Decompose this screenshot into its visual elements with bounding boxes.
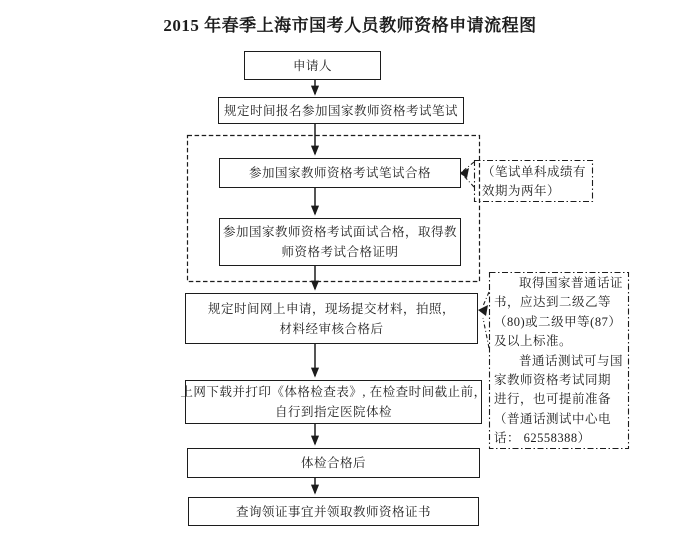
flow-box-applicant [244,51,381,80]
callout-arrowhead-putonghua [478,305,488,316]
flow-box-get-certificate [188,497,479,526]
page-title: 2015 年春季上海市国考人员教师资格申请流程图 [163,16,537,35]
flow-box-application-line2: 材料经审核合格后 [279,321,384,336]
annotation-written-validity [474,160,592,201]
annotation-putonghua-line9: 话： 62558388） [494,431,591,446]
flow-box-interview-pass-line2: 师资格考试合格证明 [281,245,399,259]
callout-pointer-validity-lower [464,176,474,187]
flow-box-interview-pass-line1: 参加国家教师资格考试面试合格，取得教 [222,225,457,239]
flow-box-register-label: 规定时间报名参加国家教师资格考试笔试 [223,103,458,118]
flow-box-interview-pass [219,218,461,266]
flow-box-register-written-exam [218,97,464,124]
annotation-putonghua-line1: 取得国家普通话证 [519,276,624,290]
annotation-putonghua-line4: 及以上标准。 [494,334,573,349]
annotation-putonghua-line7: 进行，也可提前准备 [494,392,612,407]
flow-box-applicant-label: 申请人 [292,58,332,73]
flow-box-physical-exam [180,380,487,424]
annotation-validity-line1: （笔试单科成绩有 [482,165,587,179]
annotation-putonghua-line3: （80)或二级甲等(87） [494,314,622,329]
flow-box-physical-pass-label: 体检合格后 [300,456,366,470]
flow-box-physical-line2: 自行到指定医院体检 [274,405,392,419]
annotation-putonghua-line2: 书，应达到二级乙等 [494,295,612,310]
flow-box-certificate-label: 查询领证事宜并领取教师资格证书 [235,504,431,519]
annotation-putonghua-line8: （普通话测试中心电 [494,411,612,426]
annotation-putonghua [489,272,628,448]
flow-box-application-line1: 规定时间网上申请，现场提交材料，拍照， [207,301,455,316]
annotation-validity-line2: 效期为两年） [482,184,561,199]
annotation-putonghua-line6: 家教师资格考试同期 [494,373,612,388]
flow-box-written-exam-pass [219,158,461,188]
annotation-putonghua-line5: 普通话测试可与国 [519,353,624,368]
flow-box-written-pass-label: 参加国家教师资格考试笔试合格 [248,166,431,180]
flow-box-physical-line1: 上网下载并打印《体格检查表》, 在检查时间截止前， [180,385,487,399]
flow-box-online-application [185,293,478,344]
flow-box-physical-exam-pass [187,448,480,478]
